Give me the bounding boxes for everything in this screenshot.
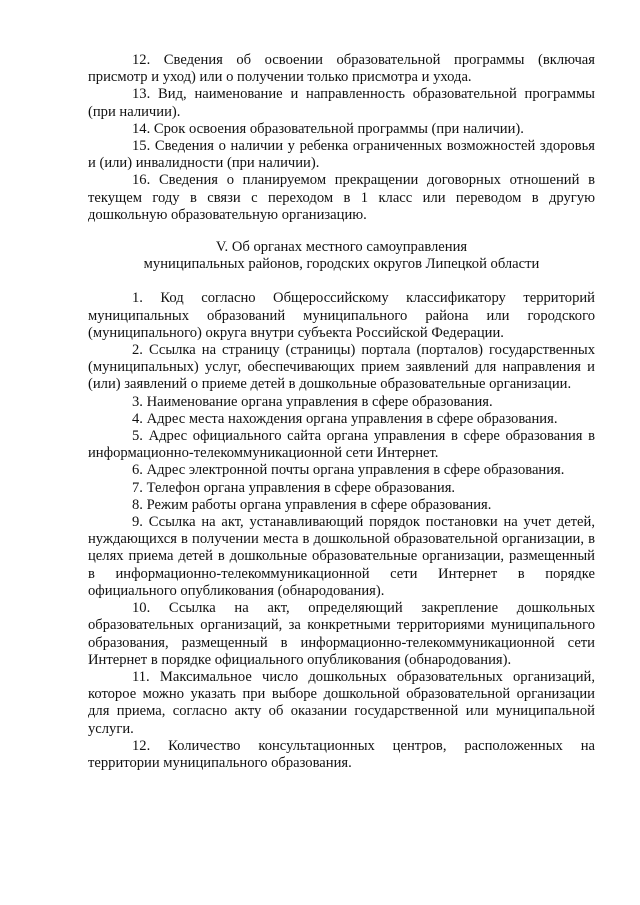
section-item-1: 1. Код согласно Общероссийскому классификатору территорий муниципальных образований муниципального района или городского (муниципального) округа внутри субъекта Российской Федерации. xyxy=(88,290,595,341)
section-item-6: 6. Адрес электронной почты органа управления в сфере образования. xyxy=(132,462,565,479)
section-item-7: 7. Телефон органа управления в сфере образования. xyxy=(132,479,456,496)
section-item-11: 11. Максимальное число дошкольных образовательных организаций, которое можно указать при выборе дошкольной образовательной организации для приема, согласно акту об оказании государственной или муниципальной услуги. xyxy=(88,668,595,737)
section-item-3: 3. Наименование органа управления в сфере образования. xyxy=(132,393,493,410)
section-item-2: 2. Ссылка на страницу (страницы) портала (порталов) государственных (муниципальных) услуг, обеспечивающих прием заявлений для направления и (или) заявлений о приеме детей в дошкольные образовательные организации. xyxy=(88,342,595,393)
section-item-5: 5. Адрес официального сайта органа управления в сфере образования в информационно-телекоммуникационной сети Интернет. xyxy=(88,428,595,462)
section-item-12: 12. Количество консультационных центров, расположенных на территории муниципального образования. xyxy=(88,737,595,771)
section-item-9: 9. Ссылка на акт, устанавливающий порядок постановки на учет детей, нуждающихся в получении места в дошкольной образовательной организации, в целях приема детей в дошкольные образовательные организации, размещенный в информационно-телекоммуникационной сети Интернет в порядке официального опубликования (обнародования). xyxy=(88,514,595,599)
section-item-4: 4. Адрес места нахождения органа управления в сфере образования. xyxy=(132,410,558,427)
section-heading xyxy=(88,239,595,273)
list-item-15: 15. Сведения о наличии у ребенка ограниченных возможностей здоровья и (или) инвалидности (при наличии). xyxy=(88,138,595,172)
list-item-12: 12. Сведения об освоении образовательной программы (включая присмотр и уход) или о получении только присмотра и ухода. xyxy=(88,52,595,86)
section-item-8: 8. Режим работы органа управления в сфере образования. xyxy=(132,496,492,513)
document-body xyxy=(88,52,595,772)
list-item-13: 13. Вид, наименование и направленность образовательной программы (при наличии). xyxy=(88,86,595,120)
list-item-14: 14. Срок освоения образовательной программы (при наличии). xyxy=(132,120,524,137)
section-heading-line1: V. Об органах местного самоуправления xyxy=(215,239,468,256)
section-item-10: 10. Ссылка на акт, определяющий закрепление дошкольных образовательных организаций, за конкретными территориями муниципального образования, размещенный в информационно-телекоммуникационной сети Интернет в порядке официального опубликования (обнародования). xyxy=(88,600,595,668)
list-item-16: 16. Сведения о планируемом прекращении договорных отношений в текущем году в связи с переходом в 1 класс или переводом в другую дошкольную образовательную организацию. xyxy=(88,172,595,223)
section-heading-line2: муниципальных районов, городских округов Липецкой области xyxy=(143,256,540,273)
